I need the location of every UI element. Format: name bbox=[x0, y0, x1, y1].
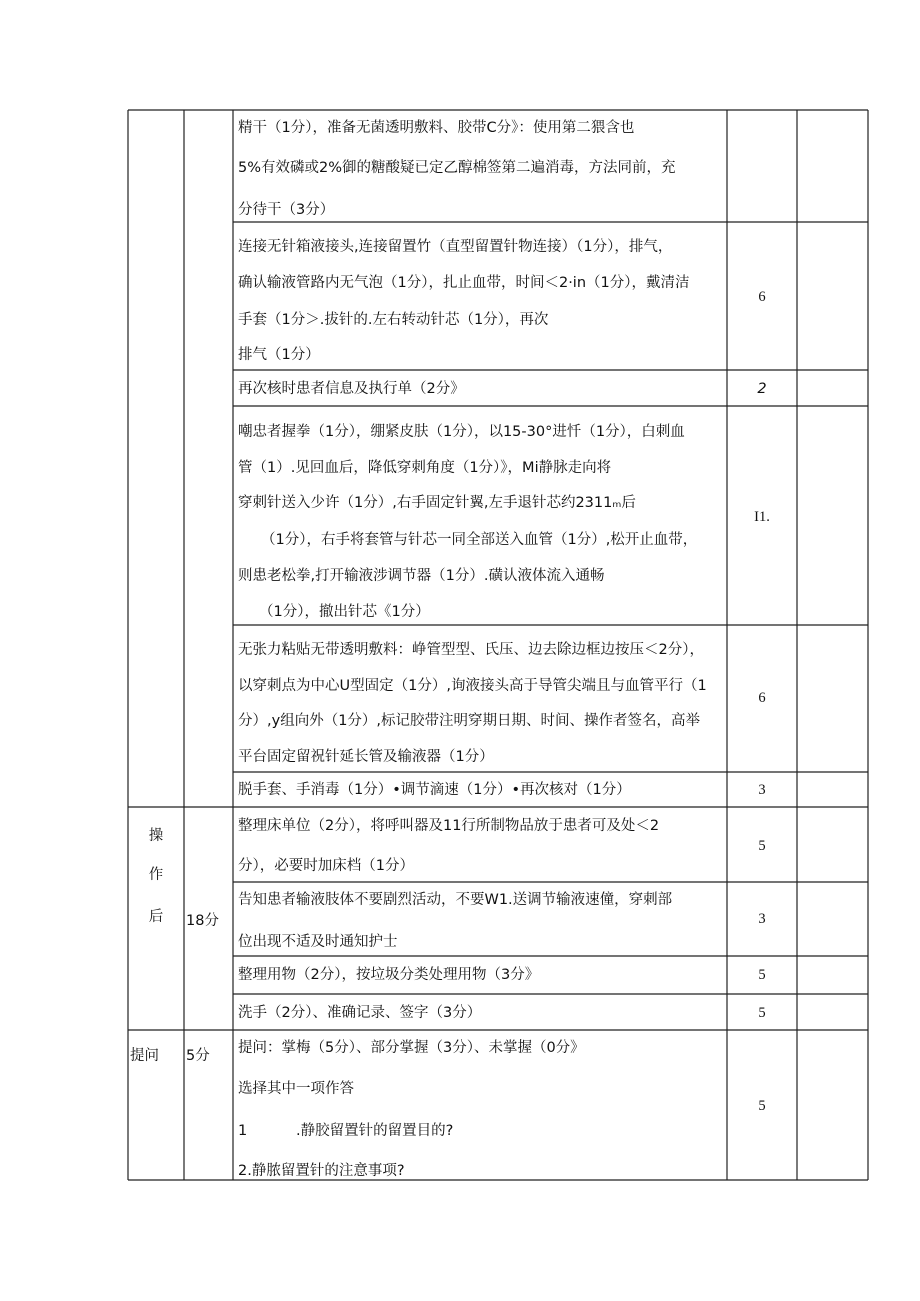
row5-line2: 以穿刺点为中心U型固定（1分）,询液接头高于导管尖端且与血管平行（1 bbox=[238, 678, 707, 694]
row1-line3: 分待干（3分） bbox=[238, 202, 335, 218]
row7-score: 5 bbox=[758, 838, 766, 854]
row4-line2: 管（1）.见回血后，降低穿刺角度（1分）》，Mi静脉走向将 bbox=[238, 460, 612, 476]
row2-line2: 确认输液管路内无气泡（1分），扎止血带，时间＜2·in（1分），戴清洁 bbox=[238, 275, 690, 291]
section-question-points: 5分 bbox=[186, 1048, 210, 1064]
row2-line4: 排气（1分） bbox=[238, 347, 320, 363]
row2-line3: 手套（1分＞.拔针的.左右转动针芯（1分），再次 bbox=[238, 312, 549, 328]
row3-line1: 再次核时患者信息及执行单（2分》 bbox=[238, 381, 465, 397]
row6-score: 3 bbox=[758, 782, 766, 798]
row5-line4: 平台固定留祝针延长管及输液器（1分） bbox=[238, 749, 494, 765]
row3-score: 2 bbox=[757, 381, 767, 397]
section-after-points: 18分 bbox=[186, 913, 219, 929]
row11-line1: 提问：掌梅（5分）、部分掌握（3分）、未掌握（0分》 bbox=[238, 1040, 585, 1056]
row4-line6: （1分），撤出针芯《1分） bbox=[259, 604, 430, 620]
row11-score: 5 bbox=[758, 1098, 766, 1114]
row11-line3-text: .静胶留置针的留置目的? bbox=[296, 1123, 454, 1139]
section-after-char3: 后 bbox=[148, 909, 164, 925]
row11-line2: 选择其中一项作答 bbox=[238, 1081, 354, 1097]
row4-line3: 穿刺针送入少许（1分）,右手固定针翼,左手退针芯约2311ₘ后 bbox=[238, 495, 636, 511]
row7-line2: 分），必要时加床档（1分） bbox=[238, 858, 414, 874]
section-after-char1: 操 bbox=[148, 828, 164, 844]
row2-score: 6 bbox=[758, 289, 766, 305]
row9-score: 5 bbox=[758, 967, 766, 983]
row10-score: 5 bbox=[758, 1005, 766, 1021]
row1-line2: 5%有效磷或2%御的糖酸疑已定乙醇棉签第二遍消毒，方法同前，充 bbox=[238, 160, 676, 176]
row4-line1: 嘲忠者握拳（1分），绷紧皮肤（1分），以15-30°进忏（1分），白刺血 bbox=[238, 424, 685, 440]
section-after-char2: 作 bbox=[148, 867, 164, 883]
row5-line3: 分）,y组向外（1分）,标记胶带注明穿期日期、时间、操作者签名，高举 bbox=[238, 713, 701, 729]
row9-line1: 整理用物（2分），按垃圾分类处理用物（3分》 bbox=[238, 967, 540, 983]
section-question-label: 提问 bbox=[130, 1048, 159, 1064]
row11-line4: 2.静脓留置针的注意事项? bbox=[238, 1163, 405, 1179]
row6-line1: 脱手套、手消毒（1分）•调节滴速（1分）•再次核对（1分） bbox=[238, 782, 631, 798]
row5-score: 6 bbox=[758, 690, 766, 706]
row10-line1: 洗手（2分）、准确记录、签字（3分） bbox=[238, 1005, 482, 1021]
row8-score: 3 bbox=[758, 911, 766, 927]
row2-line1: 连接无针箱液接头,连接留置竹（直型留置针物连接）（1分），排气， bbox=[238, 239, 673, 255]
row4-line4: （1分），右手将套管与针芯一同全部送入血管（1分）,松开止血带， bbox=[261, 532, 698, 548]
row4-line5: 则患老松拳,打开输液涉调节器（1分）.磺认液体流入通畅 bbox=[238, 568, 605, 584]
row8-line2: 位出现不适及时通知护士 bbox=[238, 934, 398, 950]
row4-score: I1. bbox=[754, 509, 770, 525]
row11-line3-number: 1 bbox=[238, 1123, 248, 1139]
row1-line1: 精干（1分），准备无菌透明敷料、胶带C分》：使用第二猥含也 bbox=[238, 120, 635, 136]
row8-line1: 告知患者输液肢体不要剧烈活动，不要W1.送调节输液速僮，穿刺部 bbox=[238, 892, 673, 908]
row5-line1: 无张力粘贴无带透明敷料：峥管型型、氏压、边去除边框边按压＜2分）， bbox=[238, 642, 704, 658]
row7-line1: 整理床单位（2分），将呼叫器及11行所制物品放于患者可及处＜2 bbox=[238, 818, 660, 834]
